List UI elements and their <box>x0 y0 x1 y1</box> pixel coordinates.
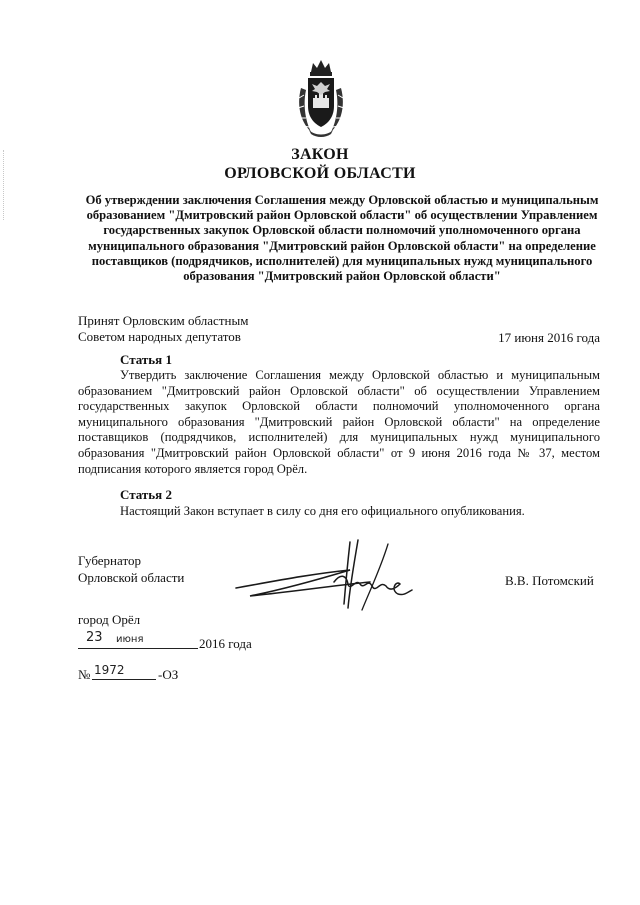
article-1-heading: Статья 1 <box>120 352 172 367</box>
governor-title-line2: Орловской области <box>78 570 185 585</box>
governor-title <box>78 552 184 586</box>
signing-day: 23 <box>86 630 103 645</box>
article-2-heading: Статья 2 <box>120 487 172 502</box>
adoption-date: 17 июня 2016 года <box>498 330 600 345</box>
number-sign: № <box>78 667 91 682</box>
law-subject-heading: Об утверждении заключения Соглашения между Орловской областью и муниципальным образованием "Дмитровский район Орловской области" об осуществлении Управлением государственных закупок Орловской области полномочий уполномоченного органа муниципального образования "Дмитровский район Орловской области" на определение поставщиков (подрядчиков, исполнителей) для муниципальных нужд муниципального образования "Дмитровский район Орловской области" <box>85 193 599 284</box>
governor-name: В.В. Потомский <box>505 573 594 588</box>
number-underline <box>92 679 156 680</box>
article-1-text: Утвердить заключение Соглашения между Орловской областью и муниципальным образованием "Дмитровский район Орловской области" об осуществлении Управлением государственных закупок Орловской области полномочий уполномоченного органа муниципального образования "Дмитровский район Орловской области" на определение поставщиков (подрядчиков, исполнителей) для муниципальных нужд муниципального образования "Дмитровский район Орловской области" от 9 июня 2016 года № 37, местом подписания которого является город Орёл. <box>78 368 600 476</box>
signing-city: город Орёл <box>78 612 141 627</box>
adoption-authority-line1: Принят Орловским областным <box>78 313 249 328</box>
adoption-authority <box>78 313 248 345</box>
law-number-suffix: -ОЗ <box>158 667 179 682</box>
orel-region-coat-of-arms-icon <box>297 58 345 138</box>
signing-month: июня <box>116 634 144 645</box>
governor-signature <box>230 530 420 620</box>
adoption-authority-line2: Советом народных депутатов <box>78 329 241 344</box>
signing-year: 2016 года <box>199 636 252 651</box>
date-underline <box>78 648 198 649</box>
article-2-text: Настоящий Закон вступает в силу со дня его официального опубликования. <box>120 504 525 518</box>
law-number-value: 1972 <box>94 663 125 677</box>
document-title-line1: ЗАКОН <box>291 146 349 163</box>
governor-title-line1: Губернатор <box>78 553 141 568</box>
law-number <box>78 663 218 685</box>
document-title-line2: ОРЛОВСКОЙ ОБЛАСТИ <box>224 165 416 182</box>
